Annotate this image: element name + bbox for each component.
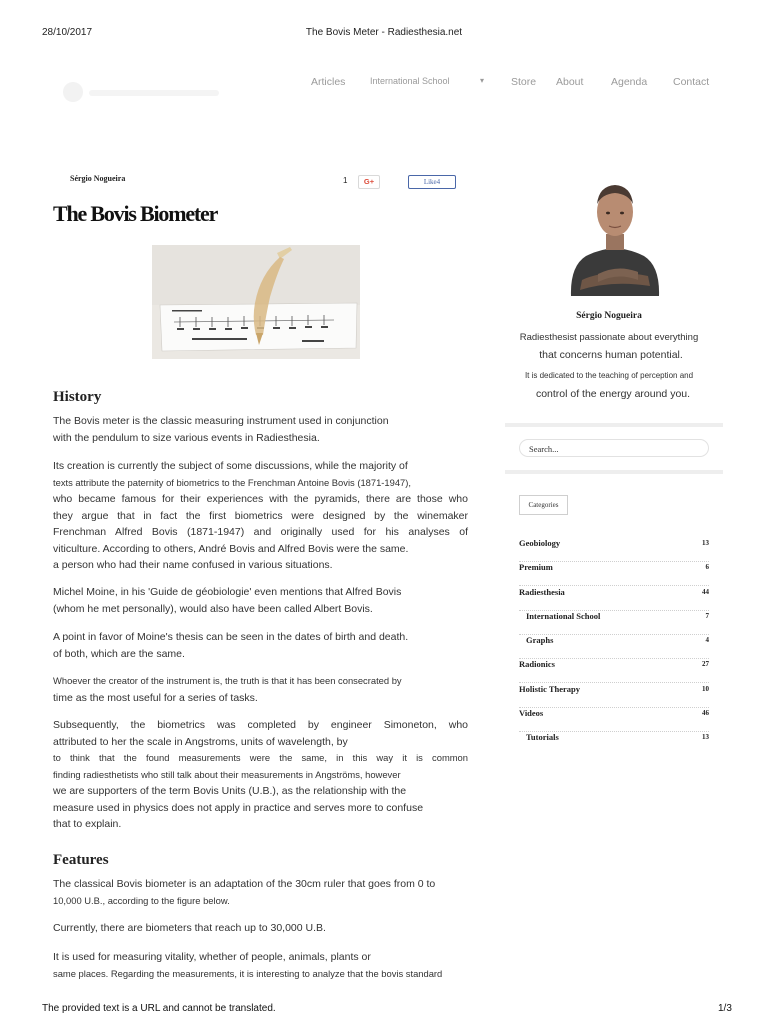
category-name[interactable]: Radionics <box>519 659 555 669</box>
sidebar-author-name: Sérgio Nogueira <box>576 311 642 321</box>
nav-contact[interactable]: Contact <box>673 76 710 88</box>
paragraph-line: (whom he met personally), would also have been called Albert Bovis. <box>53 602 373 615</box>
share-count: 1 <box>343 176 348 185</box>
main-nav <box>0 76 768 90</box>
category-name[interactable]: Graphs <box>526 635 554 645</box>
category-count: 4 <box>705 636 709 644</box>
paragraph-line: who became famous for their experiences with the pyramids, there are those who <box>53 493 468 505</box>
chevron-down-icon[interactable]: ▾ <box>480 76 485 85</box>
category-count: 44 <box>702 588 709 596</box>
author-bio-line: Radiesthesist passionate about everything <box>519 332 699 343</box>
paragraph-line: Frenchman Alfred Bovis (1871-1947) and originally used for his analyses of <box>53 526 468 538</box>
paragraph-line: 10,000 U.B., according to the figure below. <box>53 894 230 906</box>
category-count: 27 <box>702 660 709 668</box>
google-plus-button[interactable]: G+ <box>358 175 380 189</box>
section-heading-features: Features <box>53 852 109 868</box>
paragraph-line: a person who had their name confused in various situations. <box>53 559 333 571</box>
paragraph-line: finding radiesthetists who still talk about their measurements in Angströms, however <box>53 768 401 780</box>
paragraph-line: texts attribute the paternity of biometrics to the Frenchman Antoine Bovis (1871-1947), <box>53 476 412 488</box>
paragraph-line: time as the most useful for a series of tasks. <box>53 691 258 704</box>
author-bio-line: control of the energy around you. <box>535 388 691 400</box>
category-count: 46 <box>702 709 709 717</box>
paragraph-line: with the pendulum to size various events in Radiesthesia. <box>53 431 320 444</box>
facebook-like-button[interactable]: Like4 <box>408 175 456 189</box>
category-count: 7 <box>705 612 709 620</box>
category-name[interactable]: Radiesthesia <box>519 587 565 597</box>
category-geobiology[interactable] <box>519 538 709 562</box>
paragraph-line: of both, which are the same. <box>53 647 185 660</box>
paragraph <box>53 949 468 982</box>
paragraph-line: The classical Bovis biometer is an adaptation of the 30cm ruler that goes from 0 to <box>53 878 436 890</box>
category-graphs[interactable] <box>519 635 709 659</box>
paragraph <box>53 629 468 662</box>
category-name[interactable]: International School <box>526 611 601 621</box>
print-date: 28/10/2017 <box>42 27 93 38</box>
author-bio-line: that concerns human potential. <box>539 349 683 361</box>
author-bio-line: It is dedicated to the teaching of perception and <box>524 371 694 380</box>
paragraph-line: The Bovis meter is the classic measuring instrument used in conjunction <box>53 415 389 427</box>
search-input[interactable]: Search... <box>519 439 709 457</box>
category-tutorials[interactable] <box>519 732 709 755</box>
bovis-biometer-photo <box>152 245 360 359</box>
category-radiesthesia[interactable] <box>519 587 709 611</box>
paragraph <box>53 673 468 706</box>
category-name[interactable]: Holistic Therapy <box>519 684 580 694</box>
nav-store[interactable]: Store <box>511 76 537 88</box>
sidebar-divider <box>505 423 723 427</box>
nav-international-school[interactable]: International School <box>370 76 450 86</box>
print-footer-note: The provided text is a URL and cannot be translated. <box>42 1003 276 1014</box>
author-avatar <box>568 172 662 296</box>
category-premium[interactable] <box>519 562 709 586</box>
category-count: 13 <box>702 539 709 547</box>
paragraph-line: to think that the found measurements were the same, in this way it is common <box>53 752 468 763</box>
nav-about[interactable]: About <box>556 76 584 88</box>
paragraph-line: measure used in physics does not apply in practice and serves more to confuse <box>53 801 424 814</box>
category-videos[interactable] <box>519 708 709 732</box>
category-international-school[interactable] <box>519 611 709 635</box>
paragraph <box>53 458 468 574</box>
paragraph-line: we are supporters of the term Bovis Units (U.B.), as the relationship with the <box>53 785 407 797</box>
category-name[interactable]: Tutorials <box>526 732 559 742</box>
category-radionics[interactable] <box>519 659 709 683</box>
page-title: The Bovis Biometer <box>53 201 218 226</box>
nav-agenda[interactable]: Agenda <box>611 76 648 88</box>
paragraph-line: that to explain. <box>53 818 122 830</box>
category-count: 10 <box>702 685 709 693</box>
paragraph-line: same places. Regarding the measurements, it is interesting to analyze that the bovis standard <box>53 967 443 979</box>
category-name[interactable]: Geobiology <box>519 538 561 548</box>
sidebar-divider <box>505 470 723 474</box>
category-name[interactable]: Premium <box>519 562 553 572</box>
paragraph-line: A point in favor of Moine's thesis can be seen in the dates of birth and death. <box>53 631 409 643</box>
category-count: 13 <box>702 733 709 741</box>
paragraph-line: they argue that in fact the first biometrics were designed by the winemaker <box>53 509 468 522</box>
paragraph-line: attributed to her the scale in Angstroms, units of wavelength, by <box>53 735 348 748</box>
section-heading-history: History <box>53 389 102 405</box>
category-name[interactable]: Videos <box>519 708 544 718</box>
paragraph <box>53 920 468 937</box>
paragraph <box>53 584 468 617</box>
paragraph-line: Its creation is currently the subject of some discussions, while the majority of <box>53 460 408 472</box>
paragraph-line: Michel Moine, in his 'Guide de géobiologie' even mentions that Alfred Bovis <box>53 586 402 598</box>
paragraph <box>53 876 468 909</box>
nav-articles[interactable]: Articles <box>311 76 346 88</box>
category-holistic-therapy[interactable] <box>519 684 709 708</box>
paragraph-line: It is used for measuring vitality, whether of people, animals, plants or <box>53 951 371 963</box>
paragraph-line: Subsequently, the biometrics was completed by engineer Simoneton, who <box>53 719 468 731</box>
print-page-title: The Bovis Meter - Radiesthesia.net <box>305 27 463 38</box>
print-page-number: 1/3 <box>718 1003 732 1014</box>
paragraph-line: viticulture. According to others, André Bovis and Alfred Bovis were the same. <box>53 542 409 555</box>
paragraph <box>53 717 468 833</box>
paragraph-line: Whoever the creator of the instrument is, the truth is that it has been consecrated by <box>53 675 402 686</box>
categories-label: Categories <box>519 495 568 515</box>
post-author[interactable]: Sérgio Nogueira <box>70 174 126 183</box>
paragraph-line: Currently, there are biometers that reach up to 30,000 U.B. <box>53 922 326 934</box>
category-count: 6 <box>705 563 709 571</box>
paragraph <box>53 413 468 446</box>
